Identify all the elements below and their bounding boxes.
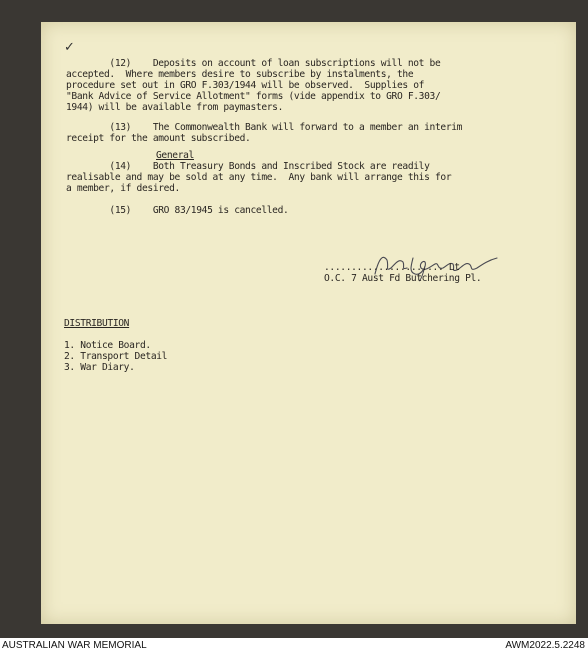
paragraph-12-line-1: (12) Deposits on account of loan subscriptions will not be <box>66 58 441 69</box>
signatory-title: O.C. 7 Aust Fd Butchering Pl. <box>324 273 482 284</box>
distribution-item: 3. War Diary. <box>64 362 135 373</box>
paragraph-12-line-5: 1944) will be available from paymasters. <box>66 102 284 113</box>
paragraph-14-line-2: realisable and may be sold at any time. Any bank will arrange this for <box>66 172 452 183</box>
paragraph-13-line-2: receipt for the amount subscribed. <box>66 133 251 144</box>
general-heading: General <box>156 150 194 161</box>
distribution-item: 1. Notice Board. <box>64 340 151 351</box>
signature-line: ...................... Lt <box>324 262 460 273</box>
distribution-item: 2. Transport Detail <box>64 351 168 362</box>
paragraph-12-line-3: procedure set out in GRO F.303/1944 will be observed. Supplies of <box>66 80 425 91</box>
paragraph-12-line-4: "Bank Advice of Service Allotment" forms (vide appendix to GRO F.303/ <box>66 91 441 102</box>
paragraph-14-line-3: a member, if desired. <box>66 183 180 194</box>
paragraph-13-line-1: (13) The Commonwealth Bank will forward to a member an interim <box>66 122 463 133</box>
distribution-heading: DISTRIBUTION <box>64 318 130 329</box>
handwritten-tick-mark: ✓ <box>64 40 75 55</box>
archive-footer <box>0 638 588 653</box>
paragraph-14-line-1: (14) Both Treasury Bonds and Inscribed Stock are readily <box>66 161 430 172</box>
archive-name: AUSTRALIAN WAR MEMORIAL <box>2 640 147 651</box>
archive-reference: AWM2022.5.2248 <box>505 640 585 651</box>
paragraph-15: (15) GRO 83/1945 is cancelled. <box>66 205 289 216</box>
paragraph-12-line-2: accepted. Where members desire to subscribe by instalments, the <box>66 69 414 80</box>
